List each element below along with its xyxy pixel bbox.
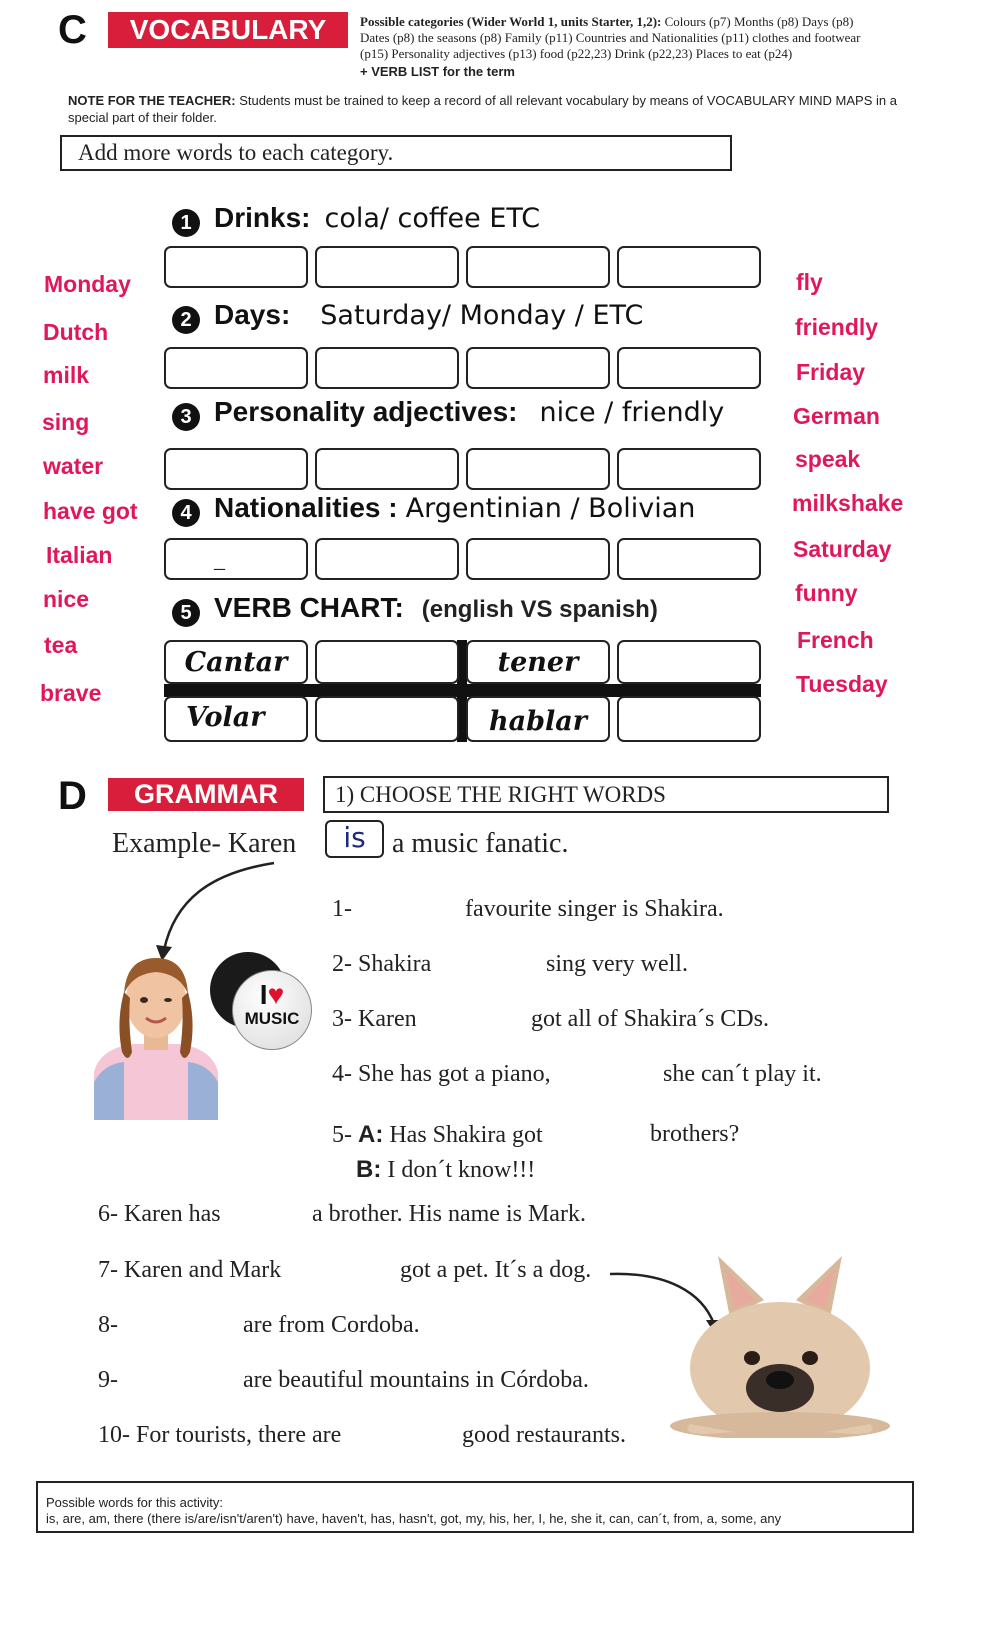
answer-box[interactable] (617, 448, 761, 490)
categories-line2: Dates (p8) the seasons (p8) Family (p11) Countries and Nationalities (p11) clothes and footwear (360, 30, 861, 45)
answer-box[interactable] (315, 246, 459, 288)
exercise-item-9a: 9- (98, 1367, 118, 1393)
category-example: cola/ coffee ETC (324, 203, 541, 234)
word-right: Friday (796, 359, 866, 385)
answer-box[interactable]: _ (164, 538, 308, 580)
exercise-item-9b: are beautiful mountains in Córdoba. (243, 1367, 589, 1393)
word-left: milk (43, 362, 90, 388)
word-left: Dutch (43, 319, 109, 345)
answer-box[interactable] (617, 246, 761, 288)
exercise-item-7a: 7- Karen and Mark (98, 1257, 282, 1283)
number-4-icon: 4 (172, 499, 200, 527)
category-example: Saturday/ Monday / ETC (320, 300, 644, 331)
word-left: Monday (44, 271, 131, 297)
word-left: brave (40, 680, 102, 706)
answer-box[interactable] (164, 347, 308, 389)
word-right: Tuesday (796, 671, 888, 697)
speaker-a: A: (358, 1121, 384, 1148)
possible-words-box (36, 1481, 914, 1533)
vocabulary-banner: VOCABULARY (108, 12, 348, 48)
grammar-instruction-box: 1) CHOOSE THE RIGHT WORDS (323, 776, 889, 813)
section-letter-c: C (58, 8, 87, 52)
verb-cell[interactable] (315, 640, 459, 684)
word-right: Saturday (793, 536, 892, 562)
exercise-item-8a: 8- (98, 1312, 118, 1338)
answer-box[interactable] (315, 538, 459, 580)
item-text: Has Shakira got (389, 1122, 543, 1148)
answer-box[interactable] (466, 347, 610, 389)
word-left: Italian (46, 542, 113, 568)
category-nationalities (172, 492, 695, 527)
girl-photo (94, 952, 218, 1120)
exercise-item-1b: favourite singer is Shakira. (465, 896, 724, 922)
exercise-item-7b: got a pet. It´s a dog. (400, 1257, 592, 1283)
answer-box[interactable] (466, 246, 610, 288)
answer-box[interactable] (164, 246, 308, 288)
word-right: German (793, 403, 880, 429)
exercise-item-10b: good restaurants. (462, 1422, 626, 1448)
item-text: I don´t know!!! (387, 1157, 536, 1183)
number-2-icon: 2 (172, 306, 200, 334)
category-verb-chart (172, 592, 658, 627)
verb-cell[interactable]: tener (466, 640, 610, 684)
possible-words-list: is, are, am, there (there is/are/isn't/aren't) have, haven't, has, hasn't, got, my, his, her, I, he, she it, can, can´t, from, a, some, any (46, 1511, 782, 1526)
teacher-note (68, 92, 898, 126)
exercise-item-6a: 6- Karen has (98, 1201, 221, 1227)
exercise-item-8b: are from Cordoba. (243, 1312, 420, 1338)
exercise-item-4a: 4- She has got a piano, (332, 1061, 551, 1087)
exercise-item-5b: brothers? (650, 1121, 740, 1147)
word-left: water (43, 453, 104, 479)
verb-cell[interactable]: Volar (164, 696, 308, 742)
verb-cell[interactable]: Cantar (164, 640, 308, 684)
verb-cell[interactable] (315, 696, 459, 742)
exercise-item-2b: sing very well. (546, 951, 688, 977)
word-right: speak (795, 446, 861, 472)
categories-line3: (p15) Personality adjectives (p13) food (p22,23) Drink (p22,23) Places to eat (p24) (360, 46, 793, 61)
answer-box[interactable] (315, 448, 459, 490)
answer-box[interactable] (315, 347, 459, 389)
category-example: nice / friendly (539, 397, 725, 428)
category-title: Days: (214, 299, 291, 330)
verb-cell[interactable]: hablar (466, 696, 610, 742)
answer-box[interactable] (466, 538, 610, 580)
verb-cell[interactable] (617, 696, 761, 742)
exercise-item-6b: a brother. His name is Mark. (312, 1201, 586, 1227)
arrow-to-girl-icon (150, 855, 280, 965)
exercise-item-3a: 3- Karen (332, 1006, 417, 1032)
number-3-icon: 3 (172, 403, 200, 431)
item-number: 5- (332, 1122, 352, 1148)
word-left: have got (43, 498, 138, 524)
grammar-banner: GRAMMAR (108, 778, 304, 811)
example-answer-box: is (325, 820, 384, 858)
exercise-item-5a (332, 1121, 543, 1149)
verb-list-note: + VERB LIST for the term (360, 64, 515, 79)
categories-label: Possible categories (Wider World 1, units Starter, 1,2): (360, 14, 662, 29)
category-personality (172, 396, 724, 431)
word-right: fly (796, 269, 823, 295)
category-title: Nationalities : (214, 492, 398, 523)
category-example: Argentinian / Bolivian (405, 493, 696, 524)
teacher-note-text: Students must be trained to keep a record of all relevant vocabulary by means of VOCABULARY MIND MAPS in a special part of their folder. (68, 93, 897, 125)
exercise-item-4b: she can´t play it. (663, 1061, 822, 1087)
categories-info (360, 14, 960, 80)
word-left: nice (43, 586, 90, 612)
category-example: (english VS spanish) (421, 596, 658, 623)
word-right: friendly (795, 314, 879, 340)
word-right: French (797, 627, 874, 653)
category-drinks (172, 202, 540, 237)
possible-words-label: Possible words for this activity: (46, 1495, 224, 1510)
number-1-icon: 1 (172, 209, 200, 237)
exercise-item-1a: 1- (332, 896, 352, 922)
instruction-box: Add more words to each category. (60, 135, 732, 171)
teacher-note-label: NOTE FOR THE TEACHER: (68, 93, 236, 108)
section-letter-d: D (58, 774, 87, 818)
speaker-b: B: (356, 1156, 382, 1183)
exercise-item-10a: 10- For tourists, there are (98, 1422, 342, 1448)
answer-box[interactable] (617, 347, 761, 389)
verb-chart (164, 640, 761, 742)
word-left: sing (42, 409, 90, 435)
i-love-music-badge (232, 970, 312, 1050)
answer-box[interactable] (466, 448, 610, 490)
exercise-item-5-response (356, 1156, 535, 1184)
exercise-item-2a: 2- Shakira (332, 951, 432, 977)
word-right: funny (795, 580, 858, 606)
number-5-icon: 5 (172, 599, 200, 627)
word-left: tea (44, 632, 78, 658)
answer-box[interactable] (164, 448, 308, 490)
word-right: milkshake (792, 490, 904, 516)
badge-music: MUSIC (244, 1009, 300, 1028)
example-suffix: a music fanatic. (392, 828, 569, 859)
exercise-item-3b: got all of Shakira´s CDs. (531, 1006, 769, 1032)
category-title: Personality adjectives: (214, 396, 518, 427)
badge-i: I (259, 979, 268, 1010)
category-title: VERB CHART: (214, 592, 404, 623)
category-days (172, 299, 643, 334)
category-title: Drinks: (214, 202, 311, 233)
dog-photo (660, 1248, 892, 1438)
example-prefix: Example- Karen (112, 828, 297, 859)
verb-cell[interactable] (617, 640, 761, 684)
categories-line1b: Colours (p7) Months (p8) Days (p8) (664, 14, 854, 29)
answer-box[interactable] (617, 538, 761, 580)
heart-icon: ♥ (267, 979, 285, 1010)
